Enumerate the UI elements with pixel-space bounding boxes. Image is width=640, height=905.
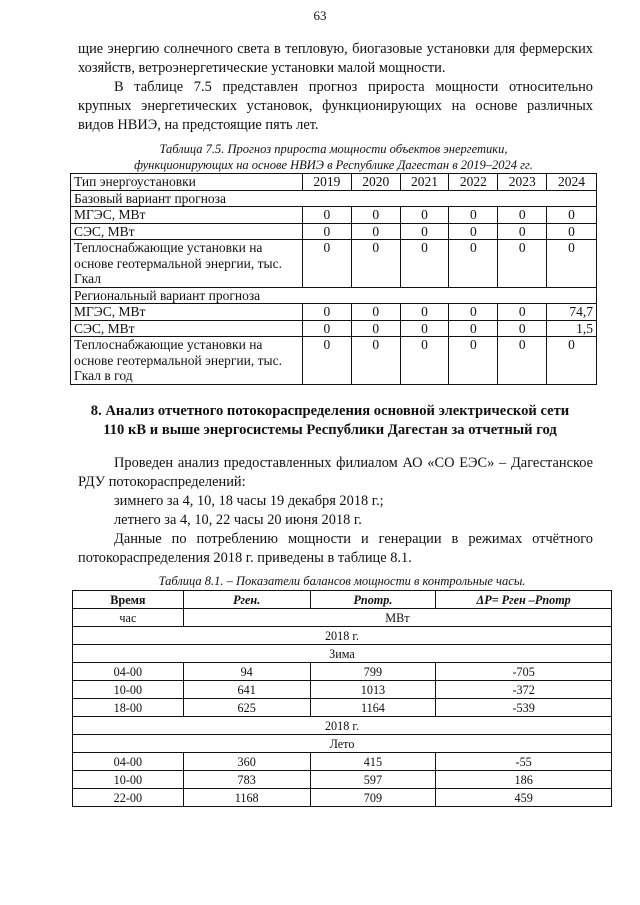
row-label: Теплоснабжающие установки на основе геотермальной энергии, тыс. Гкал в год [71, 337, 303, 385]
row-label: Теплоснабжающие установки на основе геотермальной энергии, тыс. Гкал [71, 240, 303, 288]
value-cell: 415 [310, 753, 436, 771]
section-8-heading-line2: 110 кВ и выше энергосистемы Республики Дагестан за отчетный год [103, 422, 557, 438]
intro-paragraph: щие энергию солнечного света в тепловую, биогазовые установки для фермерских хозяйств, ветроэнергетические установки малой мощности. [78, 41, 593, 76]
value-cell: 0 [351, 320, 400, 337]
unit-row [73, 609, 612, 627]
time-cell: 04-00 [73, 753, 184, 771]
value-cell: 0 [498, 304, 547, 321]
unit-time: час [73, 609, 184, 627]
data-paragraph: Данные по потреблению мощности и генерации в режимах отчётного потокораспределения 2018 г. приведены в таблице 8.1. [78, 531, 593, 566]
header-cell: 2022 [449, 174, 498, 191]
value-cell: 1013 [310, 681, 436, 699]
year-label: 2018 г. [73, 717, 612, 735]
value-cell: 0 [547, 207, 597, 224]
value-cell: 0 [400, 223, 449, 240]
table-row [73, 753, 612, 771]
header-cell: 2019 [302, 174, 351, 191]
value-cell: 0 [449, 223, 498, 240]
table-row [73, 699, 612, 717]
table-row [71, 223, 597, 240]
table-81-caption: Таблица 8.1. – Показатели балансов мощности в контрольные часы. [158, 574, 526, 588]
header-cell: ΔP= Pген –Pпотр [436, 591, 612, 609]
value-cell: 0 [547, 240, 597, 288]
page-number: 63 [313, 8, 327, 23]
winter-line: зимнего за 4, 10, 18 часы 19 декабря 2018 г.; [114, 493, 384, 509]
header-cell: Pпотр. [310, 591, 436, 609]
header-cell: 2020 [351, 174, 400, 191]
table-75 [70, 173, 597, 385]
year-label: 2018 г. [73, 627, 612, 645]
value-cell: 360 [183, 753, 310, 771]
value-cell: 94 [183, 663, 310, 681]
row-label: МГЭС, МВт [71, 304, 303, 321]
section-row [71, 287, 597, 304]
table-row [73, 789, 612, 807]
year-row [73, 717, 612, 735]
value-cell: 641 [183, 681, 310, 699]
section-label-regional: Региональный вариант прогноза [71, 287, 597, 304]
value-cell: 1164 [310, 699, 436, 717]
analysis-paragraph: Проведен анализ предоставленных филиалом АО «СО ЕЭС» – Дагестанское РДУ потокораспределений: [78, 455, 593, 490]
value-cell: 799 [310, 663, 436, 681]
section-8-heading-line1: 8. Анализ отчетного потокораспределения основной электрической сети [90, 403, 570, 419]
row-label: СЭС, МВт [71, 223, 303, 240]
value-cell: 0 [449, 320, 498, 337]
value-cell: 709 [310, 789, 436, 807]
summer-line: летнего за 4, 10, 22 часы 20 июня 2018 г. [114, 512, 362, 528]
table-75-caption [70, 141, 597, 173]
table-row [73, 771, 612, 789]
table-75-header-row [71, 174, 597, 191]
season-row [73, 645, 612, 663]
table-ref-paragraph: В таблице 7.5 представлен прогноз прироста мощности относительно крупных энергетических установок, функционирующих на основе различных видов НВИЭ, на предстоящие пять лет. [78, 79, 593, 133]
winter-label: Зима [73, 645, 612, 663]
unit-power: МВт [183, 609, 611, 627]
value-cell: 0 [351, 240, 400, 288]
value-cell: 0 [400, 320, 449, 337]
value-cell: 0 [302, 304, 351, 321]
value-cell: 597 [310, 771, 436, 789]
value-cell: 0 [302, 223, 351, 240]
value-cell: 459 [436, 789, 612, 807]
value-cell: 0 [400, 207, 449, 224]
row-label: МГЭС, МВт [71, 207, 303, 224]
value-cell: 0 [547, 337, 597, 385]
value-cell: 0 [498, 320, 547, 337]
value-cell: 0 [449, 304, 498, 321]
table-row [73, 663, 612, 681]
table-row [71, 304, 597, 321]
value-cell: 0 [498, 207, 547, 224]
value-cell: 783 [183, 771, 310, 789]
time-cell: 10-00 [73, 681, 184, 699]
value-cell: 0 [547, 223, 597, 240]
value-cell: 0 [449, 240, 498, 288]
value-cell: 0 [498, 240, 547, 288]
section-label-base: Базовый вариант прогноза [71, 190, 597, 207]
value-cell: -372 [436, 681, 612, 699]
section-8-heading [60, 402, 600, 440]
time-cell: 10-00 [73, 771, 184, 789]
value-cell: 625 [183, 699, 310, 717]
value-cell: 0 [302, 337, 351, 385]
table-row [71, 320, 597, 337]
row-label: СЭС, МВт [71, 320, 303, 337]
time-cell: 18-00 [73, 699, 184, 717]
summer-label: Лето [73, 735, 612, 753]
value-cell: 0 [351, 207, 400, 224]
value-cell: 0 [351, 304, 400, 321]
table-75-caption-line1: Таблица 7.5. Прогноз прироста мощности объектов энергетики, [159, 142, 508, 156]
value-cell: 0 [449, 337, 498, 385]
value-cell: 1168 [183, 789, 310, 807]
value-cell: 0 [302, 320, 351, 337]
header-cell: Pген. [183, 591, 310, 609]
season-row [73, 735, 612, 753]
value-cell: 0 [400, 304, 449, 321]
table-row [73, 681, 612, 699]
table-81-header-row [73, 591, 612, 609]
value-cell: 0 [302, 240, 351, 288]
table-81 [72, 590, 612, 807]
header-cell: Время [73, 591, 184, 609]
value-cell: 0 [498, 337, 547, 385]
value-cell: 74,7 [547, 304, 597, 321]
value-cell: 1,5 [547, 320, 597, 337]
value-cell: 0 [400, 337, 449, 385]
time-cell: 04-00 [73, 663, 184, 681]
value-cell: 0 [351, 337, 400, 385]
value-cell: 186 [436, 771, 612, 789]
table-row [71, 240, 597, 288]
section-row [71, 190, 597, 207]
header-cell: 2024 [547, 174, 597, 191]
value-cell: 0 [400, 240, 449, 288]
header-cell: 2023 [498, 174, 547, 191]
table-75-caption-line2: функционирующих на основе НВИЭ в Республике Дагестан в 2019–2024 гг. [134, 158, 533, 172]
header-cell: Тип энергоустановки [71, 174, 303, 191]
header-cell: 2021 [400, 174, 449, 191]
value-cell: 0 [302, 207, 351, 224]
value-cell: 0 [351, 223, 400, 240]
value-cell: -539 [436, 699, 612, 717]
year-row [73, 627, 612, 645]
table-row [71, 207, 597, 224]
value-cell: 0 [449, 207, 498, 224]
value-cell: 0 [498, 223, 547, 240]
value-cell: -705 [436, 663, 612, 681]
time-cell: 22-00 [73, 789, 184, 807]
value-cell: -55 [436, 753, 612, 771]
table-row [71, 337, 597, 385]
